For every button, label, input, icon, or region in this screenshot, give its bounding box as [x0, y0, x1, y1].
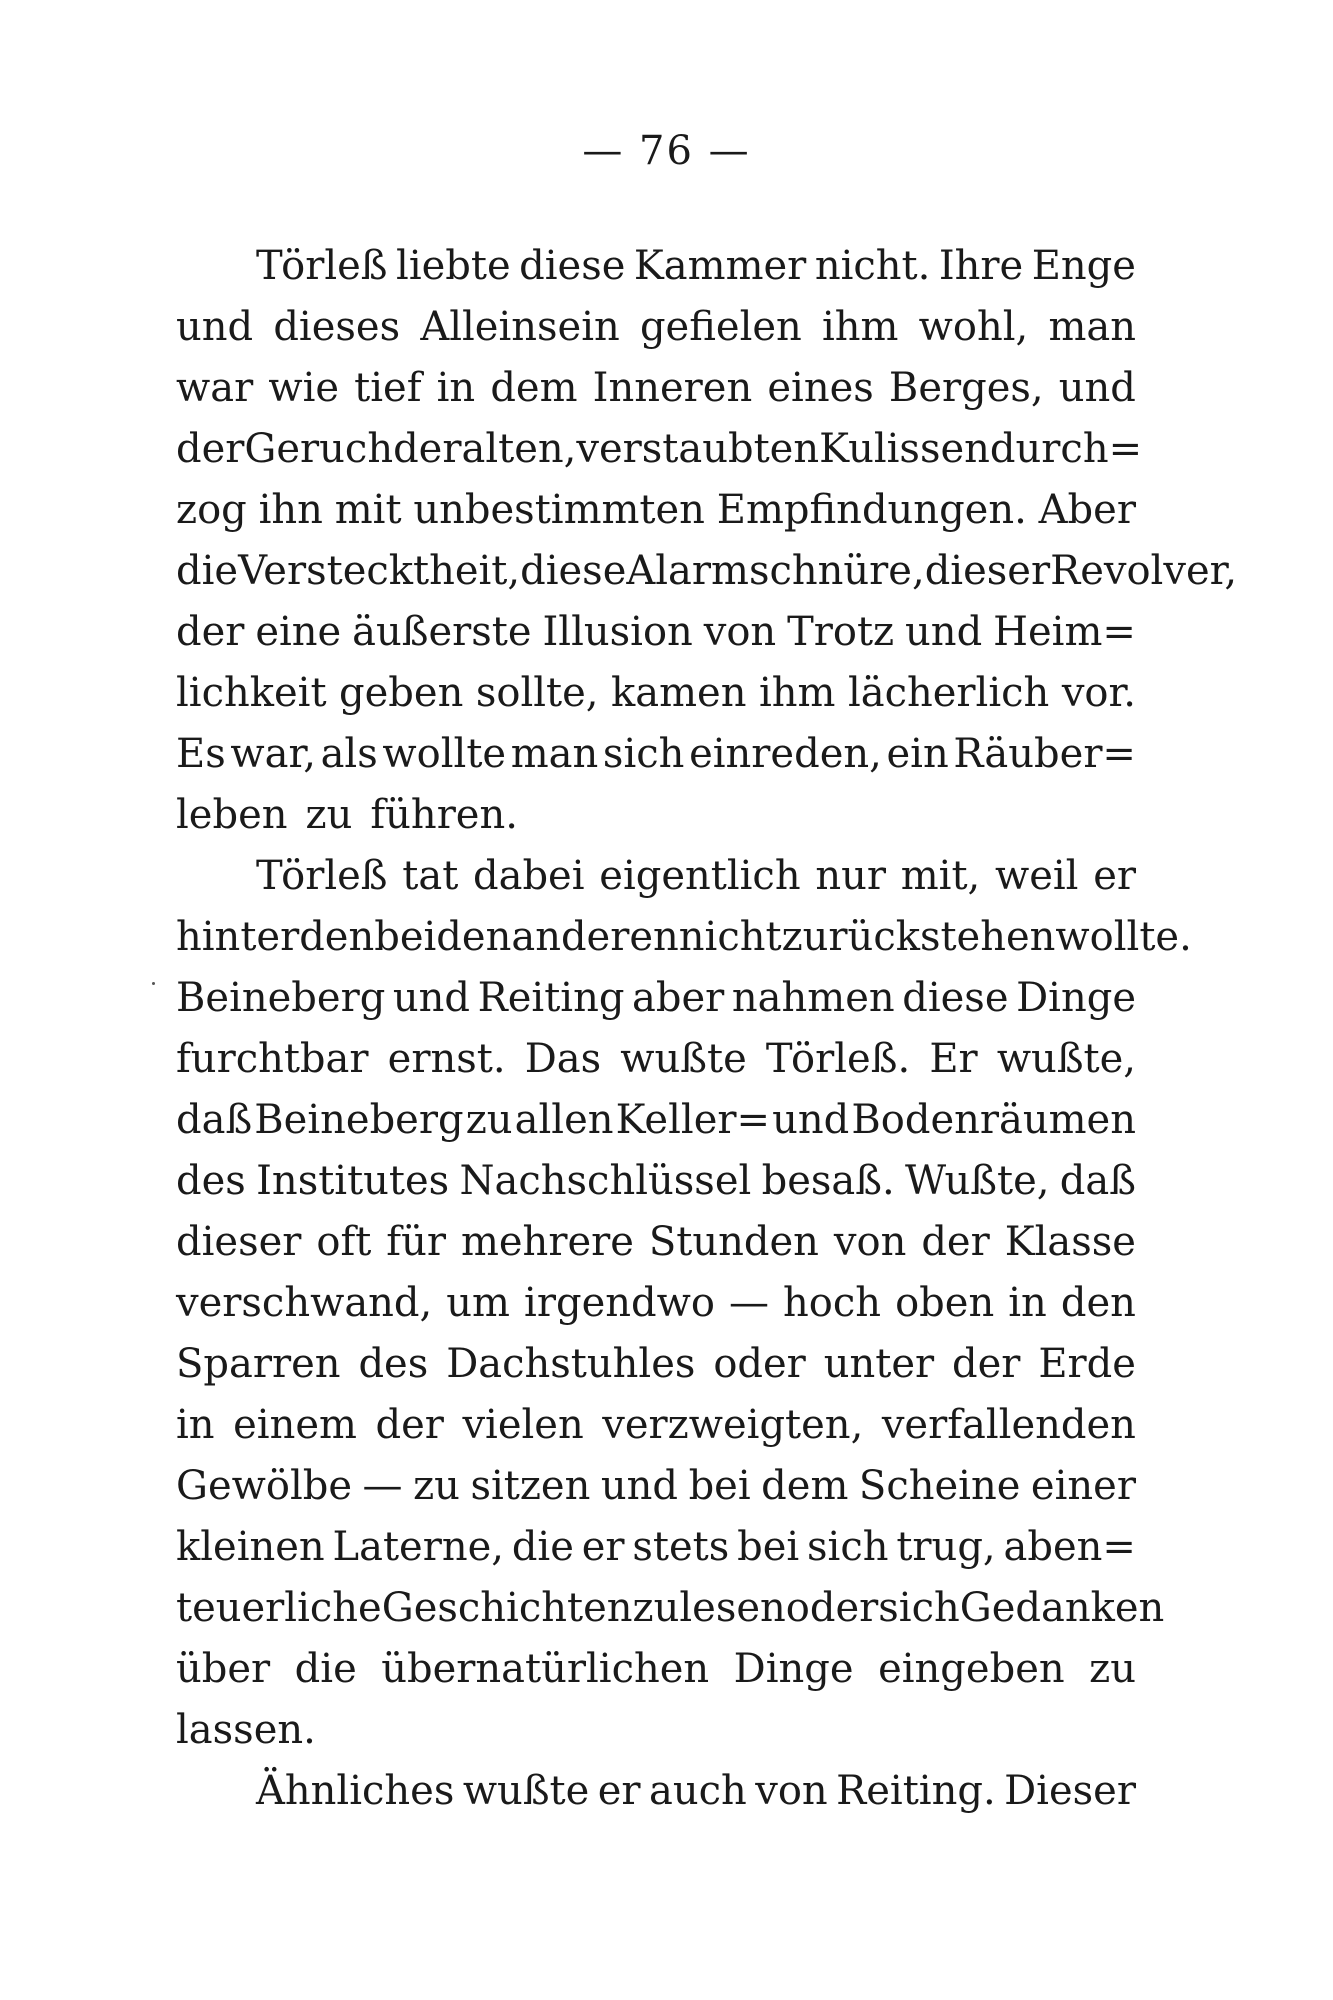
text-line: Törleß liebte diese Kammer nicht. Ihre Enge — [256, 243, 1136, 289]
margin-mark — [152, 982, 155, 985]
text-line: hinter den beiden anderen nicht zurückstehen wollte. — [176, 914, 1192, 960]
text-line: des Institutes Nachschlüssel besaß. Wußte, daß — [176, 1158, 1136, 1204]
body-text — [176, 236, 1238, 1822]
text-line: verschwand, um irgendwo — hoch oben in den — [176, 1280, 1136, 1326]
text-line: leben zu führen. — [176, 792, 518, 838]
text-line: dieser oft für mehrere Stunden von der Klasse — [176, 1219, 1136, 1265]
text-line: die Verstecktheit, diese Alarmschnüre, dieser Revolver, — [176, 548, 1238, 594]
text-line: über die übernatürlichen Dinge eingeben zu — [176, 1646, 1136, 1692]
text-line: lichkeit geben sollte, kamen ihm lächerlich vor. — [176, 670, 1136, 716]
text-line: in einem der vielen verzweigten, verfallenden — [176, 1402, 1136, 1448]
text-line: furchtbar ernst. Das wußte Törleß. Er wußte, — [176, 1036, 1136, 1082]
text-line: lassen. — [176, 1707, 316, 1753]
text-line: und dieses Alleinsein gefielen ihm wohl, man — [176, 304, 1136, 350]
text-line: Beineberg und Reiting aber nahmen diese Dinge — [176, 975, 1136, 1021]
text-line: Sparren des Dachstuhles oder unter der Erde — [176, 1341, 1136, 1387]
text-line: Törleß tat dabei eigentlich nur mit, weil er — [256, 853, 1136, 899]
text-line: der Geruch der alten, verstaubten Kulissen durch= — [176, 426, 1143, 472]
text-line: war wie tief in dem Inneren eines Berges, und — [176, 365, 1136, 411]
text-line: kleinen Laterne, die er stets bei sich trug, aben= — [176, 1524, 1136, 1570]
page-number: — 76 — — [582, 128, 751, 174]
text-line: teuerliche Geschichten zu lesen oder sich Gedanken — [176, 1585, 1165, 1631]
text-line: zog ihn mit unbestimmten Empfindungen. Aber — [176, 487, 1136, 533]
text-line: Gewölbe — zu sitzen und bei dem Scheine einer — [176, 1463, 1136, 1509]
text-line: daß Beineberg zu allen Keller= und Bodenräumen — [176, 1097, 1136, 1143]
text-line: Ähnliches wußte er auch von Reiting. Dieser — [256, 1768, 1136, 1814]
text-line: der eine äußerste Illusion von Trotz und Heim= — [176, 609, 1136, 655]
text-line: Es war, als wollte man sich einreden, ein Räuber= — [176, 731, 1136, 777]
